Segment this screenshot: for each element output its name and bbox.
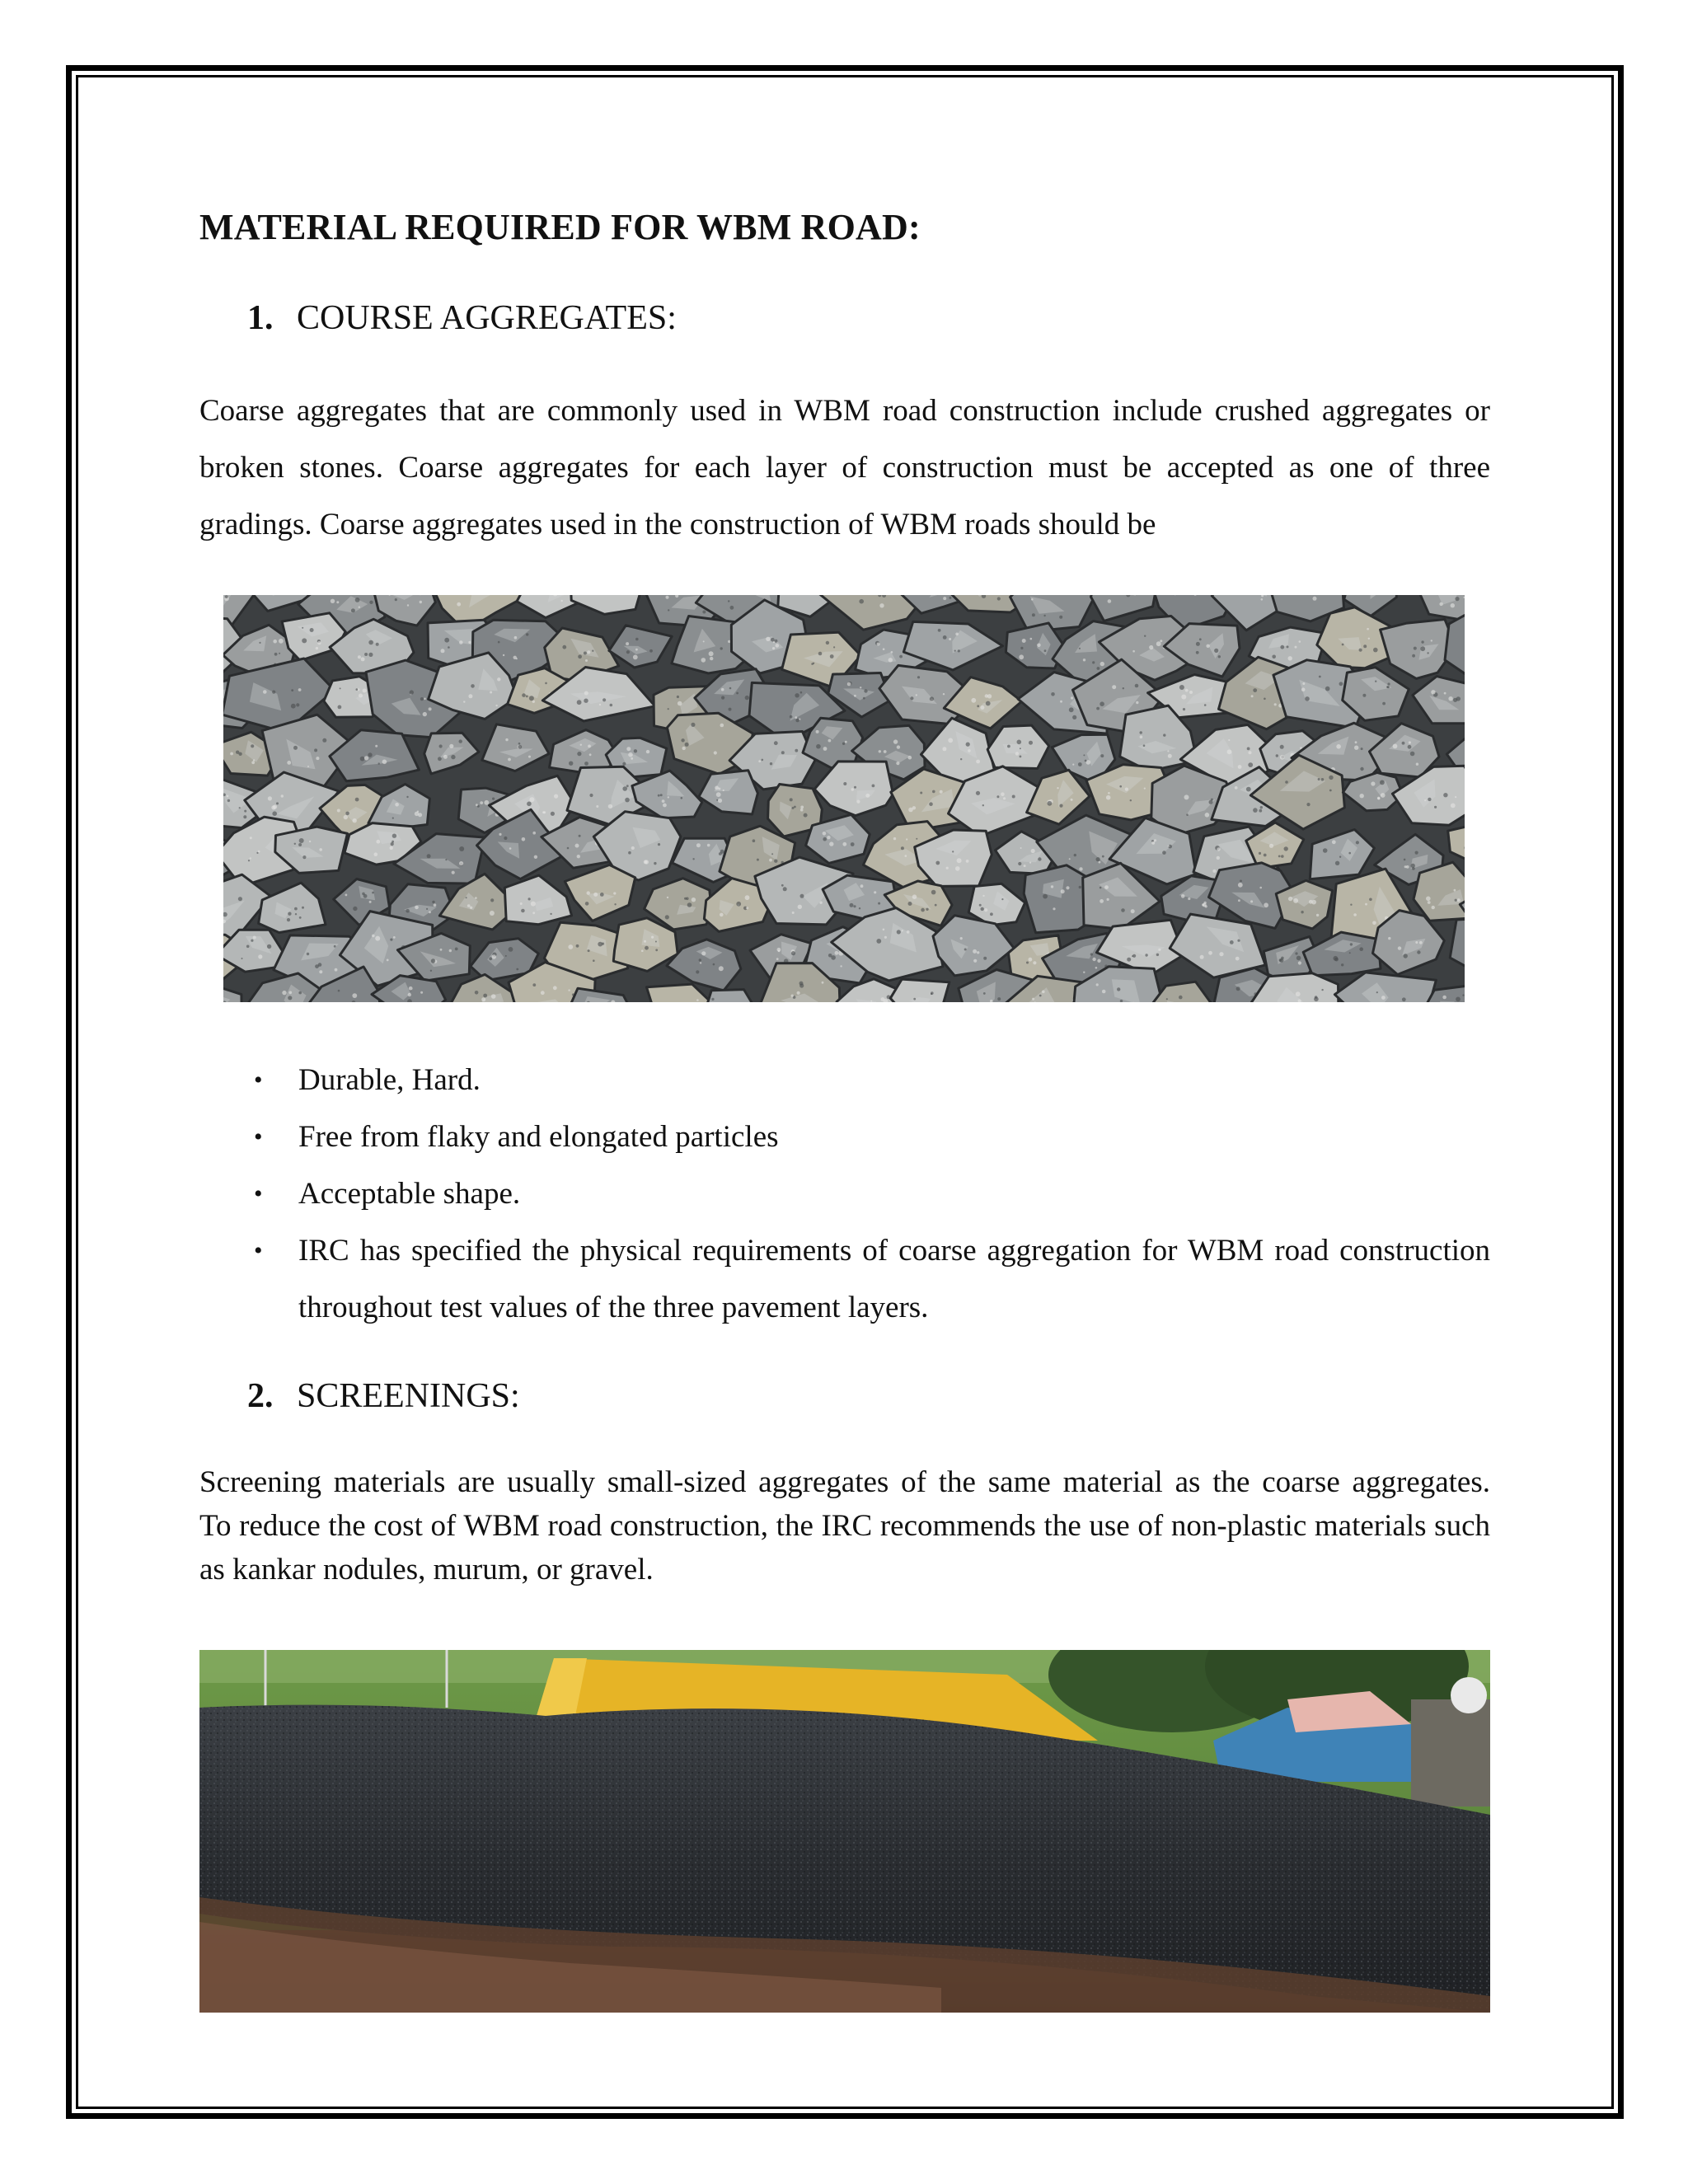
page-title: MATERIAL REQUIRED FOR WBM ROAD:: [199, 207, 921, 247]
screenings-paragraph: [199, 1460, 1490, 1591]
screenings-photo: [199, 1650, 1490, 2013]
stones-image: [223, 595, 1465, 1002]
bullet-icon: •: [254, 1180, 263, 1207]
list-item: • IRC has specified the physical requirements of coarse aggregation for WBM road construction throughout test values of the three pavement layers.: [199, 1222, 1490, 1336]
screenings-image: [199, 1650, 1490, 2013]
coarse-aggregates-photo: [223, 595, 1465, 1002]
section-heading-coarse-aggregates: [247, 298, 677, 338]
screenings-line-2: To reduce the cost of WBM road construction, the IRC recommends the use of non-plastic materials such as kankar nodules, murum, or gravel.: [199, 1509, 1490, 1586]
coarse-aggregates-paragraph: Coarse aggregates that are commonly used in WBM road construction include crushed aggregates or broken stones. Coarse aggregates for each layer of construction must be accepted as one of three gradings. Coarse aggregates used in the construction of WBM roads should be: [199, 394, 1490, 541]
list-item: • Free from flaky and elongated particles: [199, 1108, 1490, 1165]
screenings-line-1: Screening materials are usually small-sized aggregates of the same material as the coarse aggregates.: [199, 1465, 1490, 1499]
section-number: 2.: [247, 1377, 274, 1415]
bullet-icon: •: [254, 1123, 263, 1151]
section-heading-screenings: [247, 1376, 520, 1416]
list-item: • Acceptable shape.: [199, 1165, 1490, 1222]
section-number: 1.: [247, 299, 274, 337]
section-title: SCREENINGS:: [297, 1377, 520, 1415]
bullet-icon: •: [254, 1237, 263, 1264]
coarse-aggregates-bullet-list: [199, 1052, 1490, 1336]
bullet-icon: •: [254, 1066, 263, 1094]
section-title: COURSE AGGREGATES:: [297, 299, 677, 337]
list-item: • Durable, Hard.: [199, 1052, 1490, 1108]
